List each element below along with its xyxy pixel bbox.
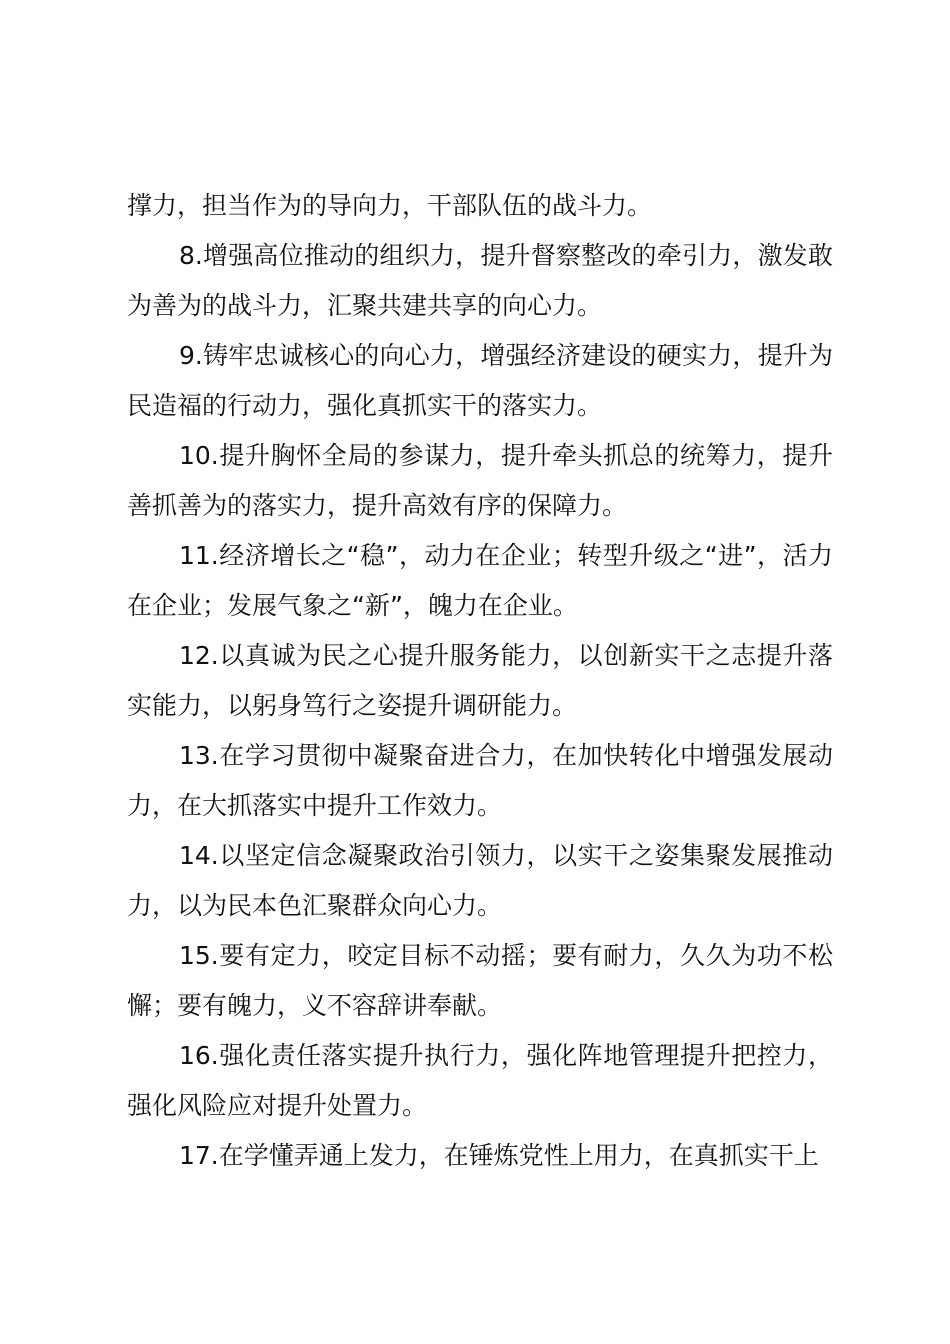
paragraph-item-12: 12.以真诚为民之心提升服务能力，以创新实干之志提升落实能力，以躬身笃行之姿提升调研能力。: [127, 641, 833, 720]
paragraph-item-9: 9.铸牢忠诚核心的向心力，增强经济建设的硬实力，提升为民造福的行动力，强化真抓实干的落实力。: [127, 341, 833, 420]
paragraph-continuation: 撑力，担当作为的导向力，干部队伍的战斗力。: [127, 191, 653, 220]
paragraph-item-14: 14.以坚定信念凝聚政治引领力，以实干之姿集聚发展推动力，以为民本色汇聚群众向心力。: [127, 841, 833, 920]
paragraph-item-13: 13.在学习贯彻中凝聚奋进合力，在加快转化中增强发展动力，在大抓落实中提升工作效力。: [127, 741, 833, 820]
paragraph-item-16: 16.强化责任落实提升执行力，强化阵地管理提升把控力，强化风险应对提升处置力。: [127, 1041, 833, 1120]
document-body: [127, 181, 833, 1181]
paragraph-item-10: 10.提升胸怀全局的参谋力，提升牵头抓总的统筹力，提升善抓善为的落实力，提升高效有序的保障力。: [127, 441, 833, 520]
paragraph-item-17: 17.在学懂弄通上发力，在锤炼党性上用力，在真抓实干上: [179, 1141, 819, 1170]
paragraph-item-15: 15.要有定力，咬定目标不动摇；要有耐力，久久为功不松懈；要有魄力，义不容辞讲奉献。: [127, 941, 833, 1020]
paragraph-item-8: 8.增强高位推动的组织力，提升督察整改的牵引力，激发敢为善为的战斗力，汇聚共建共享的向心力。: [127, 241, 833, 320]
paragraph-item-11: 11.经济增长之“稳”，动力在企业；转型升级之“进”，活力在企业；发展气象之“新”，魄力在企业。: [127, 541, 833, 620]
